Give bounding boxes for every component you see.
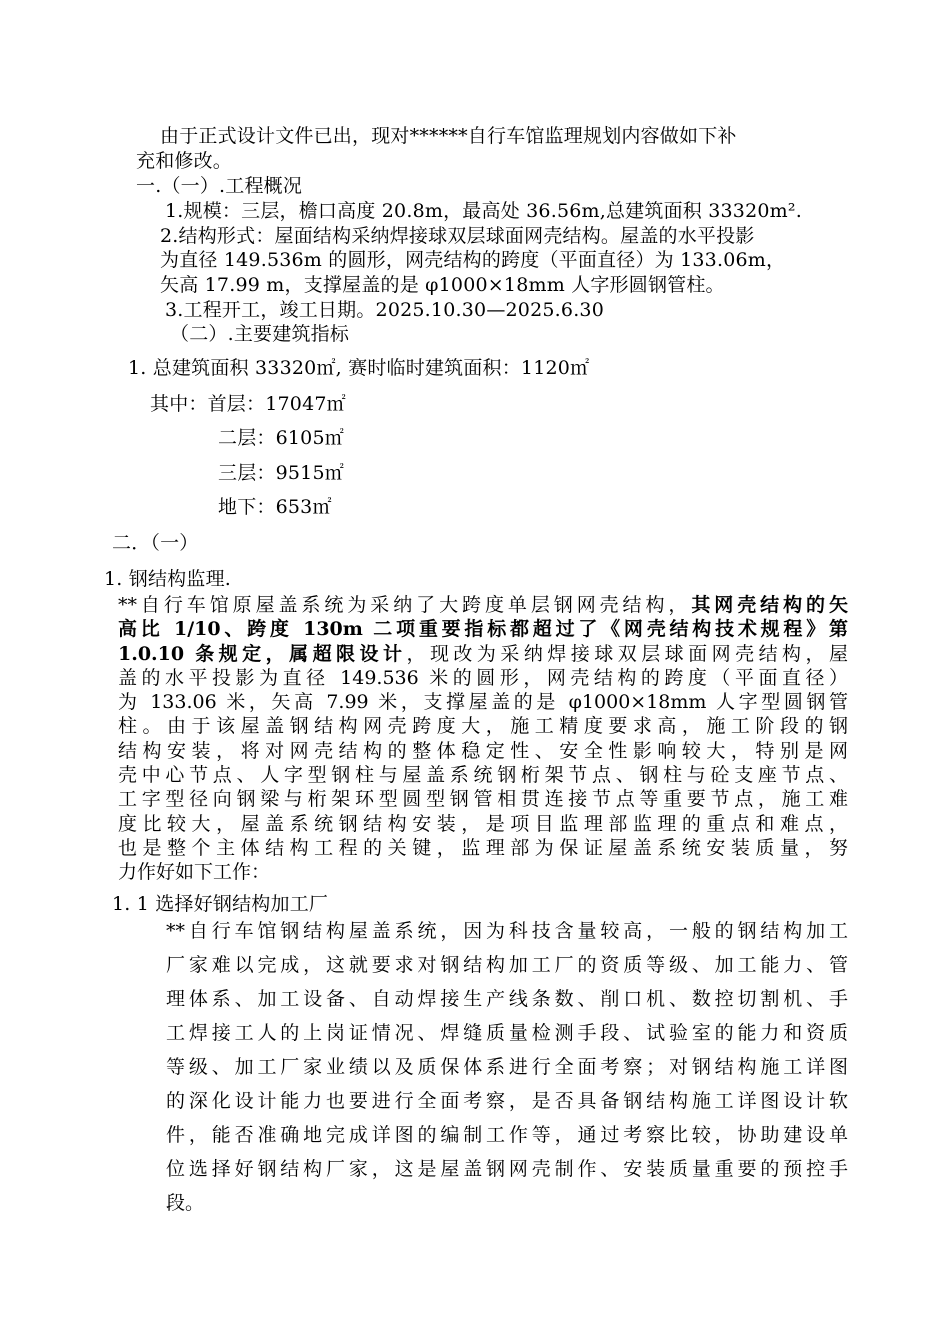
floor-row: [150, 392, 346, 416]
floor-row: [218, 495, 332, 519]
section1-subheading: （二）.主要建筑指标: [170, 323, 350, 345]
text-run: 工字型径向钢梁与桁架环型圆型钢管相贯连接节点等重要节点，施工难: [118, 788, 848, 811]
paragraph-line: [118, 690, 848, 714]
text-run: 柱。由于该屋盖钢结构网壳跨度大，施工精度要求高，施工阶段的钢: [118, 715, 848, 738]
text-run: 结构安装，将对网壳结构的整体稳定性、安全性影响较大，特别是网: [118, 739, 848, 762]
floor-label: 其中：首层：: [150, 393, 266, 415]
paragraph-line: [118, 763, 848, 787]
paragraph-line: [118, 642, 848, 666]
paragraph-line: 件，能否准确地完成详图的编制工作等，通过考察比较，协助建设单: [166, 1124, 848, 1146]
floor-value: 653㎡: [275, 496, 332, 518]
paragraph-line: [118, 812, 848, 836]
bold-text-run: 1.0.10 条规定，属超限设计: [118, 642, 407, 665]
intro-line-2: 充和修改。: [136, 150, 233, 172]
text-run: **自行车馆原屋盖系统为采纳了大跨度单层钢网壳结构，: [118, 594, 692, 616]
structure-line-2: 为直径 149.536m 的圆形，网壳结构的跨度（平面直径）为 133.06m，: [160, 249, 786, 271]
floor-label: 地下：: [218, 496, 276, 518]
paragraph-line: [118, 739, 848, 763]
steel-item-heading: 1. 钢结构监理.: [104, 568, 232, 590]
structure-line-1: 2.结构形式：屋面结构采纳焊接球双层球面网壳结构。屋盖的水平投影: [160, 225, 755, 247]
section1-heading: 一.（一）.工程概况: [136, 175, 303, 197]
schedule-line: 3.工程开工，竣工日期。2025.10.30—2025.6.30: [165, 299, 605, 321]
scale-line: 1.规模：三层，檐口高度 20.8m，最高处 36.56m,总建筑面积 33320m².: [165, 200, 802, 222]
paragraph-line: [118, 836, 848, 860]
paragraph-line: [118, 714, 848, 738]
text-run: ，现改为采纳焊接球双层球面网壳结构，屋: [406, 642, 848, 665]
paragraph-line: [118, 666, 848, 690]
bold-text-run: 其网壳结构的矢: [691, 594, 848, 616]
paragraph-line: [118, 787, 848, 811]
floor-label: 二层：: [218, 427, 276, 449]
paragraph-line: [118, 593, 848, 617]
text-run: 也是整个主体结构工程的关键，监理部为保证屋盖系统安装质量，努: [118, 836, 848, 859]
paragraph-line: 厂家难以完成，这就要求对钢结构加工厂的资质等级、加工能力、管: [166, 954, 848, 976]
text-run: 度比较大，屋盖系统钢结构安装，是项目监理部监理的重点和难点，: [118, 812, 848, 835]
section2-heading: 二．（一）: [112, 532, 199, 554]
factory-selection-paragraph: [166, 914, 848, 1220]
paragraph-line: **自行车馆钢结构屋盖系统，因为科技含量较高，一般的钢结构加工: [166, 920, 848, 942]
intro-line-1: 由于正式设计文件已出，现对******自行车馆监理规划内容做如下补: [160, 125, 737, 147]
text-run: 力作好如下工作：: [118, 861, 271, 884]
area-total-line: 1. 总建筑面积 33320㎡, 赛时临时建筑面积：1120㎡: [128, 357, 590, 379]
floor-value: 17047㎡: [265, 393, 346, 415]
bold-text-run: 高比 1/10、跨度 130m 二项重要指标都超过了《网壳结构技术规程》第: [118, 618, 848, 641]
paragraph-line: 等级、加工厂家业绩以及质保体系进行全面考察；对钢结构施工详图: [166, 1056, 848, 1078]
subsection-1-1-heading: 1. 1 选择好钢结构加工厂: [112, 893, 329, 915]
floor-row: [218, 461, 344, 485]
paragraph-line: [118, 617, 848, 641]
steel-structure-paragraph: [118, 593, 848, 885]
floor-label: 三层：: [218, 462, 276, 484]
paragraph-line: 理体系、加工设备、自动焊接生产线条数、削口机、数控切割机、手: [166, 988, 848, 1010]
paragraph-line: 的深化设计能力也要进行全面考察，是否具备钢结构施工详图设计软: [166, 1090, 848, 1112]
floor-value: 9515㎡: [275, 462, 344, 484]
text-run: 壳中心节点、人字型钢柱与屋盖系统钢桁架节点、钢柱与砼支座节点、: [118, 764, 848, 787]
paragraph-line: 段。: [166, 1192, 205, 1214]
paragraph-line: [118, 860, 848, 884]
text-run: 为 133.06 米，矢高 7.99 米，支撑屋盖的是 φ1000×18mm 人字型圆钢管: [118, 691, 848, 714]
paragraph-line: 工焊接工人的上岗证情况、焊缝质量检测手段、试验室的能力和资质: [166, 1022, 848, 1044]
floor-value: 6105㎡: [275, 427, 344, 449]
structure-line-3: 矢高 17.99 m，支撑屋盖的是 φ1000×18mm 人字形圆钢管柱。: [160, 274, 725, 296]
text-run: 盖的水平投影为直径 149.536 米的圆形，网壳结构的跨度（平面直径）: [118, 666, 848, 689]
floor-row: [218, 426, 344, 450]
paragraph-line: 位选择好钢结构厂家，这是屋盖钢网壳制作、安装质量重要的预控手: [166, 1158, 848, 1180]
